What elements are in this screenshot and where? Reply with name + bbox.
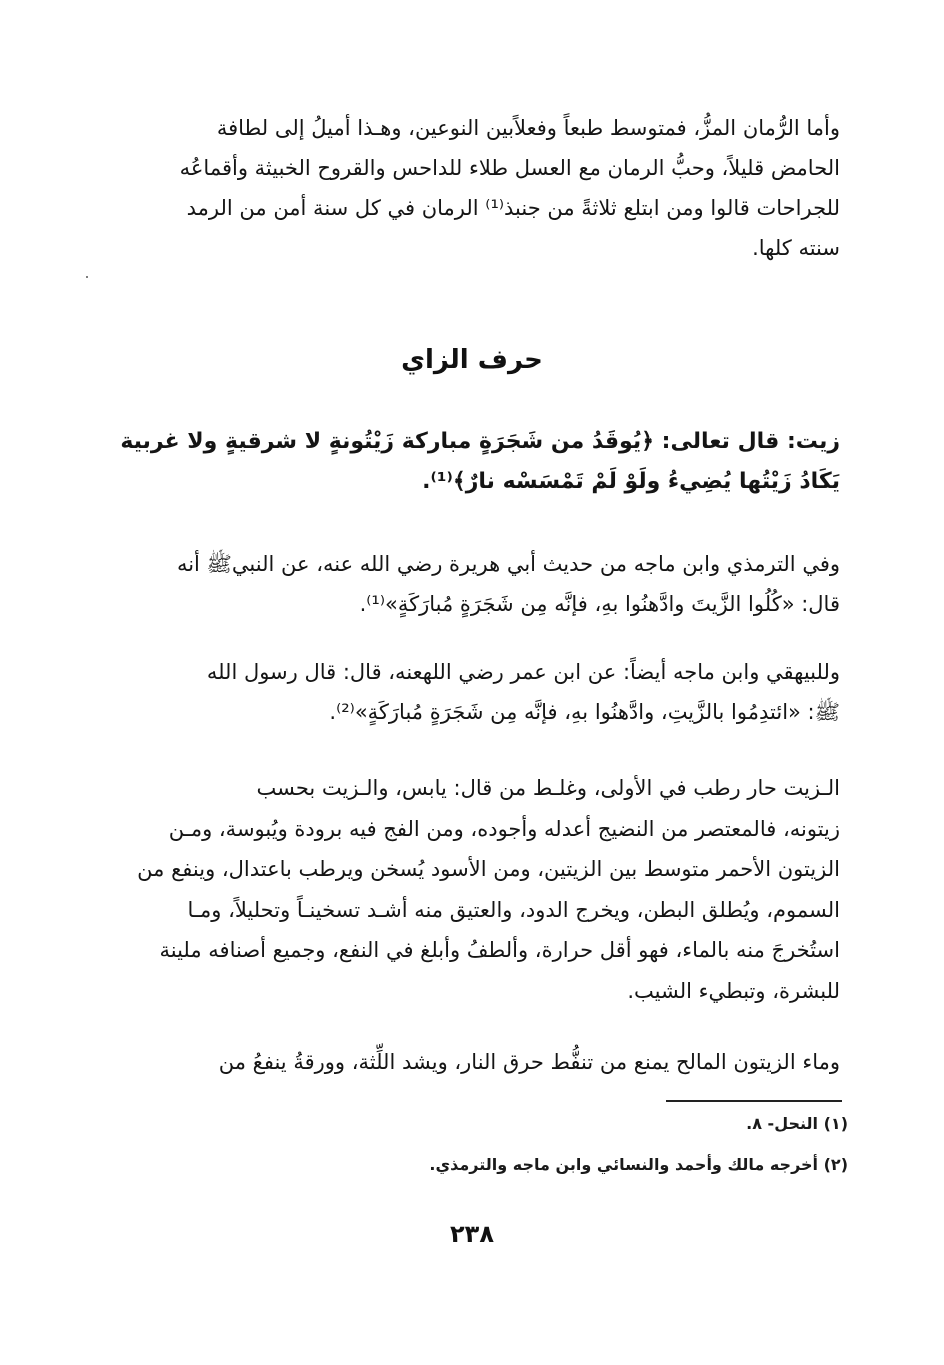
verse-paragraph — [118, 422, 840, 502]
intro-paragraph — [118, 108, 840, 268]
section-heading: حرف الزاي — [401, 345, 543, 375]
text-line: ﷺ: «ائتدِمُوا بالزَّيتِ، وادَّهنُوا بهِ، فإنَّه مِن شَجَرَةٍ مُبارَكَةٍ»⁽²⁾. — [329, 700, 840, 724]
text-line: وفي الترمذي وابن ماجه من حديث أبي هريرة رضي الله عنه، عن النبيﷺ أنه — [176, 552, 840, 576]
footnote-1: (١) النحل- ٨. — [746, 1114, 848, 1133]
footnote-divider — [666, 1100, 842, 1102]
text-line: الحامض قليلاً، وحبُّ الرمان مع العسل طلاء للداحس والقروح الخبيثة وأقماعُه — [179, 156, 840, 180]
hadith-paragraph-1 — [118, 544, 840, 624]
text-line: السموم، ويُطلق البطن، ويخرج الدود، والعتيق منه أشـد تسخينـاً وتحليلاً، ومـا — [187, 897, 840, 922]
text-line: استُخرجَ منه بالماء، فهو أقل حرارة، وألطفُ وأبلغ في النفع، وجميع أصنافه ملينة — [159, 938, 840, 962]
text-line: وأما الرُّمان المزُّ، فمتوسط طبعاً وفعلاًبين النوعين، وهـذا أميلُ إلى لطافة — [216, 116, 840, 140]
text-line: الـزيت حار رطب في الأولى، وغلـط من قال: يابس، والـزيت بحسب — [256, 776, 840, 800]
text-line: الزيتون الأحمر متوسط بين الزيتين، ومن الأسود يُسخن ويرطب باعتدال، وينفع من — [137, 857, 840, 881]
text-line: للبشرة، وتبطيء الشيب. — [627, 978, 840, 1003]
closing-paragraph — [118, 1042, 840, 1082]
text-line: زيت: قال تعالى: ﴿يُوقَدُ من شَجَرَةٍ مباركة زَيْتُونةٍ لا شرقيةٍ ولا غربية — [120, 429, 840, 454]
text-line: وللبيهقي وابن ماجه أيضاً: عن ابن عمر رضي اللهعنه، قال: قال رسول الله — [206, 660, 840, 684]
footnote-2: (٢) أخرجه مالك وأحمد والنسائي وابن ماجه والترمذي. — [429, 1155, 848, 1174]
text-line: زيتونه، فالمعتصر من النضيج أعدله وأجوده، ومن الفج فيه برودة ويُبوسة، ومـن — [168, 816, 840, 841]
text-line: وماء الزيتون المالح يمنع من تنفُّط حرق النار، ويشد اللِّثة، وورقةُ ينفعُ من — [218, 1050, 840, 1074]
properties-paragraph — [118, 768, 840, 1011]
text-line: للجراحات قالوا ومن ابتلع ثلاثةً من جنبذ⁽¹⁾ الرمان في كل سنة أمن من الرمد — [186, 196, 840, 220]
text-line: قال: «كُلُوا الزَّيتَ وادَّهنُوا بهِ، فإنَّه مِن شَجَرَةٍ مُبارَكَةٍ»⁽¹⁾. — [359, 592, 840, 616]
text-line: يَكَادُ زَيْتُها يُضِيءُ ولَوْ لَمْ تَمْسَسْه نارٌ﴾⁽¹⁾. — [422, 469, 840, 494]
page-number: ٢٣٨ — [450, 1220, 494, 1248]
scan-speck — [86, 276, 88, 278]
hadith-paragraph-2 — [118, 652, 840, 732]
text-line: سنته كلها. — [752, 236, 840, 260]
